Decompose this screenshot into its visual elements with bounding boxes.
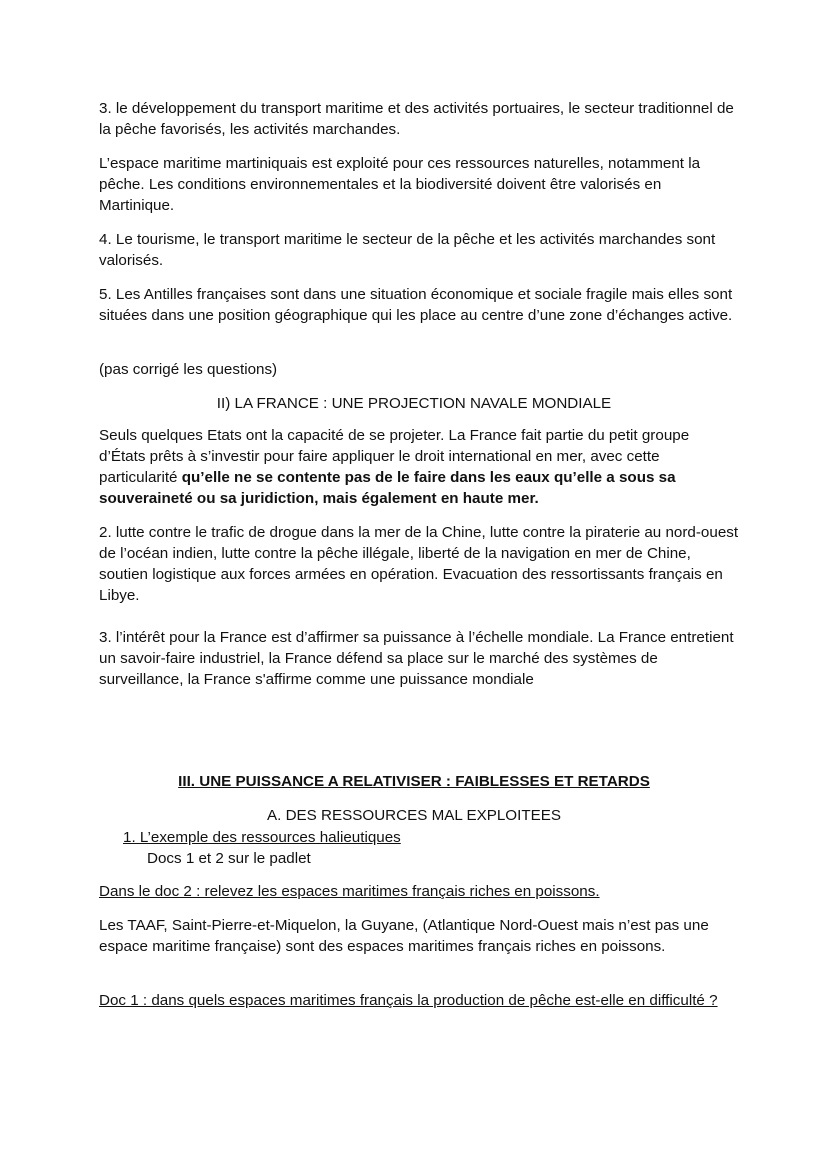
paragraph-3: 3. le développement du transport maritime et des activités portuaires, le secteur traditionnel de la pêche favorisés, les activités marchandes. (99, 100, 734, 138)
item-1-heading: 1. L’exemple des ressources halieutiques (123, 829, 401, 846)
paragraph-projection (99, 425, 739, 509)
note-uncorrected: (pas corrigé les questions) (99, 361, 278, 378)
question-doc1: Doc 1 : dans quels espaces maritimes français la production de pêche est-elle en difficulté ? (99, 992, 718, 1009)
paragraph-martinique: L’espace maritime martiniquais est exploité pour ces ressources naturelles, notamment la pêche. Les conditions environnementales et la biodiversité doivent être valorisés en Martinique. (99, 155, 701, 214)
projection-text: Seuls quelques Etats ont la capacité de se projeter. La France fait partie du petit groupe d’États prêts à s’investir pour faire appliquer le droit international en mer, avec cette particularité (99, 427, 690, 486)
section-3-title: III. UNE PUISSANCE A RELATIVISER : FAIBLESSES ET RETARDS (178, 773, 650, 790)
paragraph-4: 4. Le tourisme, le transport maritime le secteur de la pêche et les activités marchandes sont valorisés. (99, 231, 716, 269)
section-2-title: II) LA FRANCE : UNE PROJECTION NAVALE MONDIALE (216, 395, 612, 412)
paragraph-2-missions: 2. lutte contre le trafic de drogue dans la mer de la Chine, lutte contre la piraterie au nord-ouest de l’océan indien, lutte contre la pêche illégale, liberté de la navigation en mer de Chine, soutien logistique aux forces armées en opération. Evacuation des ressortissants français en Libye. (99, 524, 739, 604)
paragraph-5: 5. Les Antilles françaises sont dans une situation économique et sociale fragile mais elles sont situées dans une position géographique qui les place au centre d’une zone d’échanges active. (99, 286, 733, 324)
paragraph-3-interest: 3. l’intérêt pour la France est d’affirmer sa puissance à l’échelle mondiale. La France entretient un savoir-faire industriel, la France défend sa place sur le marché des systèmes de surveillance, la France s'affirme comme une puissance mondiale (99, 629, 734, 688)
question-doc2: Dans le doc 2 : relevez les espaces maritimes français riches en poissons. (99, 883, 600, 900)
subsection-a-title: A. DES RESSOURCES MAL EXPLOITEES (267, 807, 561, 824)
docs-note: Docs 1 et 2 sur le padlet (147, 850, 311, 867)
answer-doc2: Les TAAF, Saint-Pierre-et-Miquelon, la Guyane, (Atlantique Nord-Ouest mais n’est pas une espace maritime française) sont des espaces maritimes français riches en poissons. (99, 917, 709, 955)
projection-bold-text: qu’elle ne se contente pas de le faire dans les eaux qu’elle a sous sa souveraineté ou sa juridiction, mais également en haute mer. (99, 469, 676, 507)
